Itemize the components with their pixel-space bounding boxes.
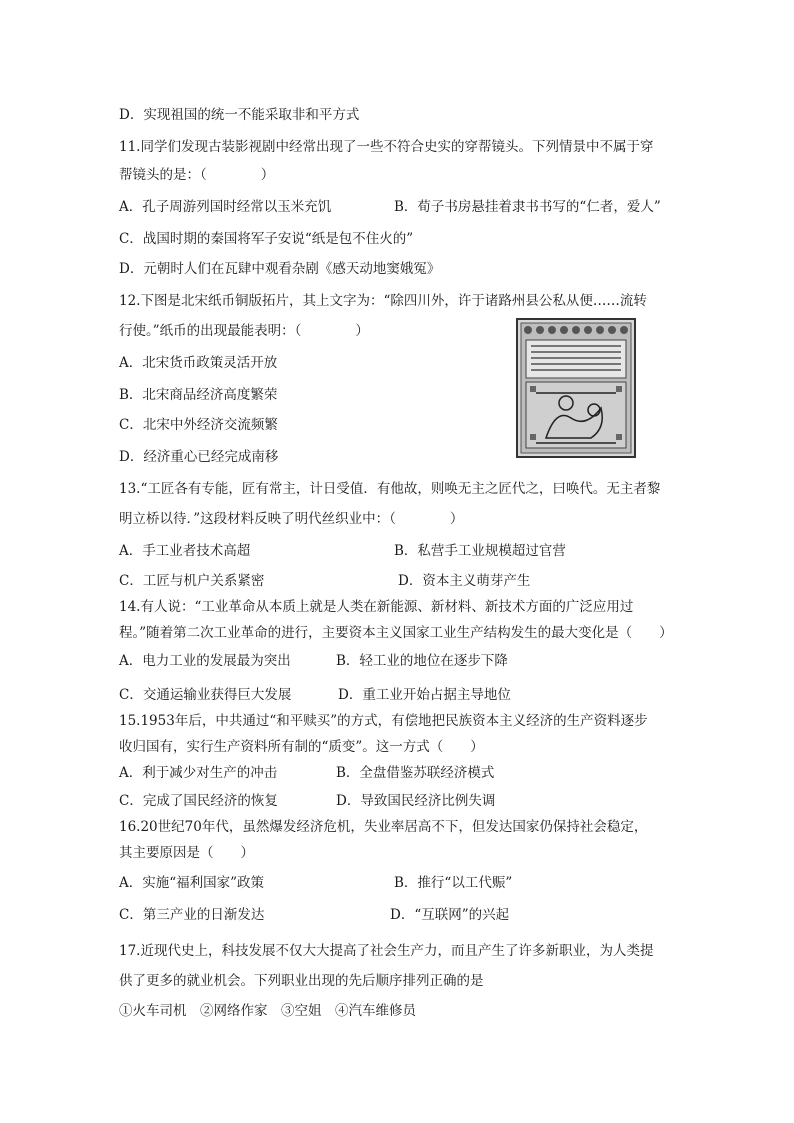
q11-option-b: B．荀子书房悬挂着隶书书写的“仁者，爱人”	[394, 199, 661, 215]
q14-option-a: A．电力工业的发展最为突出	[119, 653, 291, 669]
q14-stem-cont: 程。”随着第二次工业革命的进行，主要资本主义国家工业生产结构发生的最大变化是（ ）	[119, 625, 673, 641]
q13-option-a: A．手工业者技术高超	[119, 543, 251, 559]
q17-items: ①火车司机 ②网络作家 ③空姐 ④汽车维修员	[119, 1003, 416, 1019]
q12-option-a: A．北宋货币政策灵活开放	[119, 355, 278, 371]
q12-option-c: C．北宋中外经济交流频繁	[119, 417, 278, 433]
q16-option-a: A．实施“福利国家”政策	[119, 875, 265, 891]
q13-option-c: C．工匠与机户关系紧密	[119, 573, 265, 589]
q11-stem: 11.同学们发现古装影视剧中经常出现了一些不符合史实的穿帮镜头。下列情景中不属于穿	[119, 139, 654, 155]
q15-option-a: A．利于减少对生产的冲击	[119, 765, 278, 781]
q15-stem-cont: 收归国有，实行生产资料所有制的“质变”。这一方式（ ）	[119, 739, 484, 755]
q15-option-b: B．全盘借鉴苏联经济模式	[336, 765, 495, 781]
q14-option-c: C．交通运输业获得巨大发展	[119, 687, 292, 703]
q12-stem-cont: 行使。”纸币的出现最能表明：（ ）	[119, 323, 369, 339]
q11-stem-cont: 帮镜头的是：（ ）	[119, 167, 275, 183]
q12-stem: 12.下图是北宋纸币铜版拓片，其上文字为：“除四川外，许于诸路州县公私从便……流转	[119, 293, 647, 309]
q16-stem-cont: 其主要原因是（ ）	[119, 845, 254, 861]
q11-option-d: D．元朝时人们在瓦肆中观看杂剧《感天动地窦娥冤》	[119, 261, 441, 277]
q17-stem: 17.近现代史上，科技发展不仅大大提高了社会生产力，而且产生了许多新职业，为人类提	[119, 943, 654, 959]
q11-option-c: C．战国时期的秦国将军子安说“纸是包不住火的”	[119, 231, 414, 247]
q11-option-a: A．孔子周游列国时经常以玉米充饥	[119, 199, 332, 215]
q16-option-c: C．第三产业的日渐发达	[119, 907, 265, 923]
q14-option-d: D．重工业开始占据主导地位	[338, 687, 511, 703]
q15-option-d: D．导致国民经济比例失调	[336, 793, 496, 809]
q17-stem-cont: 供了更多的就业机会。下列职业出现的先后顺序排列正确的是	[119, 973, 484, 989]
q16-option-b: B．推行“以工代赈”	[394, 875, 513, 891]
q15-option-c: C．完成了国民经济的恢复	[119, 793, 278, 809]
q12-option-d: D．经济重心已经完成南移	[119, 449, 279, 465]
q14-option-b: B．轻工业的地位在逐步下降	[336, 653, 508, 669]
q13-stem: 13.“工匠各有专能，匠有常主，计日受值．有他故，则唤无主之匠代之，曰唤代。无主者黎	[119, 481, 661, 497]
q13-option-b: B．私营手工业规模超过官营	[394, 543, 566, 559]
q14-stem: 14.有人说：“工业革命从本质上就是人类在新能源、新材料、新技术方面的广泛应用过	[119, 599, 634, 615]
q15-stem: 15.1953年后，中共通过“和平赎买”的方式，有偿地把民族资本主义经济的生产资料逐步	[119, 713, 648, 729]
q13-stem-cont: 明立桥以待．”这段材料反映了明代丝织业中：（ ）	[119, 511, 464, 527]
q10-option-d: D．实现祖国的统一不能采取非和平方式	[119, 107, 360, 123]
q16-stem: 16.20世纪70年代，虽然爆发经济危机，失业率居高不下，但发达国家仍保持社会稳定，	[119, 819, 648, 835]
banknote-rubbing-image	[516, 318, 636, 458]
q13-option-d: D．资本主义萌芽产生	[398, 573, 531, 589]
q16-option-d: D．“互联网”的兴起	[390, 907, 510, 923]
q12-option-b: B．北宋商品经济高度繁荣	[119, 387, 278, 403]
